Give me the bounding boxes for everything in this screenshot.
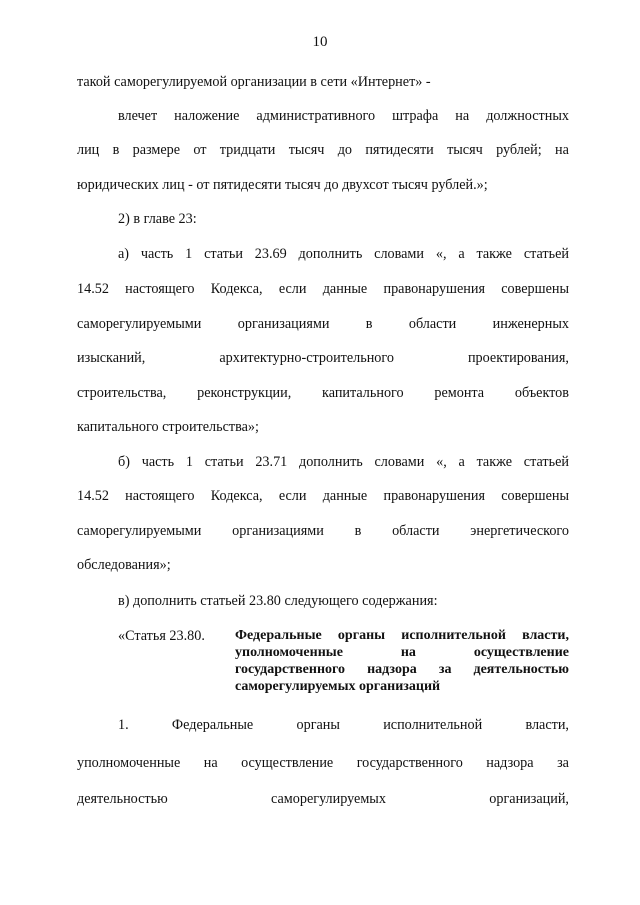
word: дополнить — [298, 246, 363, 262]
word: настоящего — [125, 488, 195, 504]
word: изысканий, — [77, 350, 146, 366]
text-line — [118, 107, 569, 125]
word: статьи — [204, 246, 243, 262]
word: Федеральные — [171, 717, 254, 733]
word: надзора — [486, 755, 534, 771]
word: правонарушения — [383, 488, 485, 504]
word: данные — [322, 488, 368, 504]
word: «, — [435, 246, 447, 262]
word: наложение — [174, 108, 240, 124]
word: за — [438, 662, 452, 677]
text-line — [118, 453, 569, 471]
word: Кодекса, — [210, 281, 263, 297]
word: рублей; — [496, 142, 542, 158]
word: также — [476, 246, 512, 262]
word: органы — [337, 628, 386, 643]
word: в — [354, 523, 362, 539]
text-line: капитального строительства»; — [77, 419, 259, 435]
word: объектов — [514, 385, 569, 401]
word: на — [554, 142, 569, 158]
word: организациями — [237, 316, 330, 332]
word: правонарушения — [383, 281, 485, 297]
word: если — [278, 281, 307, 297]
word: статьей — [523, 454, 569, 470]
text-line: юридических лиц - от пятидесяти тысяч до двухсот тысяч рублей.»; — [77, 177, 488, 193]
text-line — [118, 245, 569, 263]
word: строительства, — [77, 385, 167, 401]
word: саморегулируемыми — [77, 523, 202, 539]
article-title-line: саморегулируемых организаций — [235, 679, 441, 694]
word: 23.71 — [255, 454, 288, 470]
word: на — [400, 645, 416, 660]
word: в — [365, 316, 373, 332]
text-line — [77, 315, 569, 333]
word: штрафа — [392, 108, 439, 124]
page-number: 10 — [312, 34, 328, 50]
word: если — [278, 488, 307, 504]
word: словами — [374, 246, 424, 262]
word: власти, — [522, 628, 569, 643]
word: надзора — [367, 662, 417, 677]
text-line — [77, 384, 569, 402]
word: за — [557, 755, 569, 771]
article-title-line — [235, 644, 569, 661]
word: уполномоченные — [77, 755, 181, 771]
word: а — [458, 246, 465, 262]
word: инженерных — [492, 316, 569, 332]
word: 14.52 — [77, 281, 109, 297]
word: влечет — [118, 108, 158, 124]
word: тысяч — [447, 142, 483, 158]
word: пятидесяти — [365, 142, 434, 158]
word: словами — [374, 454, 425, 470]
word: области — [392, 523, 440, 539]
text-line — [77, 790, 569, 808]
word: организаций, — [489, 791, 569, 807]
word: государственного — [235, 662, 346, 677]
word: реконструкции, — [197, 385, 292, 401]
word: тысяч — [288, 142, 325, 158]
word: области — [408, 316, 457, 332]
word: органы — [296, 717, 340, 733]
word: от — [193, 142, 207, 158]
word: тридцати — [219, 142, 276, 158]
word: данные — [322, 281, 368, 297]
word: «, — [436, 454, 447, 470]
word: настоящего — [125, 281, 195, 297]
word: 1 — [185, 246, 193, 262]
word: исполнительной — [383, 717, 483, 733]
word: власти, — [525, 717, 569, 733]
word: 23.69 — [254, 246, 287, 262]
text-line — [77, 522, 569, 540]
article-title — [235, 627, 569, 695]
word: осуществление — [473, 645, 569, 660]
text-line: в) дополнить статьей 23.80 следующего содержания: — [118, 593, 438, 609]
word: размере — [132, 142, 181, 158]
word: государственного — [356, 755, 463, 771]
word: б) — [118, 454, 130, 470]
text-line — [77, 754, 569, 772]
word: энергетического — [470, 523, 569, 539]
word: проектирования, — [467, 350, 569, 366]
word: совершены — [501, 488, 569, 504]
word: саморегулируемыми — [77, 316, 202, 332]
word: организациями — [232, 523, 324, 539]
word: архитектурно-строительного — [219, 350, 394, 366]
word: а — [458, 454, 465, 470]
word: должностных — [486, 108, 569, 124]
text-line — [77, 280, 569, 298]
text-line — [77, 141, 569, 159]
word: лиц — [77, 142, 100, 158]
word: Федеральные — [235, 628, 322, 643]
word: 1. — [118, 717, 129, 733]
text-line — [118, 716, 569, 734]
text-line: 2) в главе 23: — [118, 211, 197, 227]
word: ремонта — [434, 385, 485, 401]
word: статьей — [523, 246, 569, 262]
article-title-line — [235, 661, 569, 678]
word: саморегулируемых — [271, 791, 386, 807]
text-line: обследования»; — [77, 557, 171, 573]
word: часть — [140, 246, 174, 262]
word: 1 — [185, 454, 193, 470]
text-line: такой саморегулируемой организации в сети «Интернет» - — [77, 74, 431, 90]
word: до — [337, 142, 353, 158]
word: часть — [141, 454, 175, 470]
word: Кодекса, — [210, 488, 263, 504]
word: статьи — [204, 454, 244, 470]
word: совершены — [501, 281, 569, 297]
word: осуществление — [241, 755, 334, 771]
word: уполномоченные — [235, 645, 343, 660]
word: дополнить — [299, 454, 363, 470]
text-line — [77, 349, 569, 367]
word: административного — [256, 108, 376, 124]
word: капитального — [322, 385, 404, 401]
word: на — [203, 755, 218, 771]
word: в — [112, 142, 120, 158]
word: деятельностью — [473, 662, 569, 677]
word: также — [476, 454, 513, 470]
article-number: «Статья 23.80. — [118, 628, 205, 644]
word: на — [455, 108, 470, 124]
text-line — [77, 487, 569, 505]
word: а) — [118, 246, 130, 262]
word: 14.52 — [77, 488, 109, 504]
article-title-line — [235, 627, 569, 644]
word: исполнительной — [401, 628, 506, 643]
word: деятельностью — [77, 791, 168, 807]
